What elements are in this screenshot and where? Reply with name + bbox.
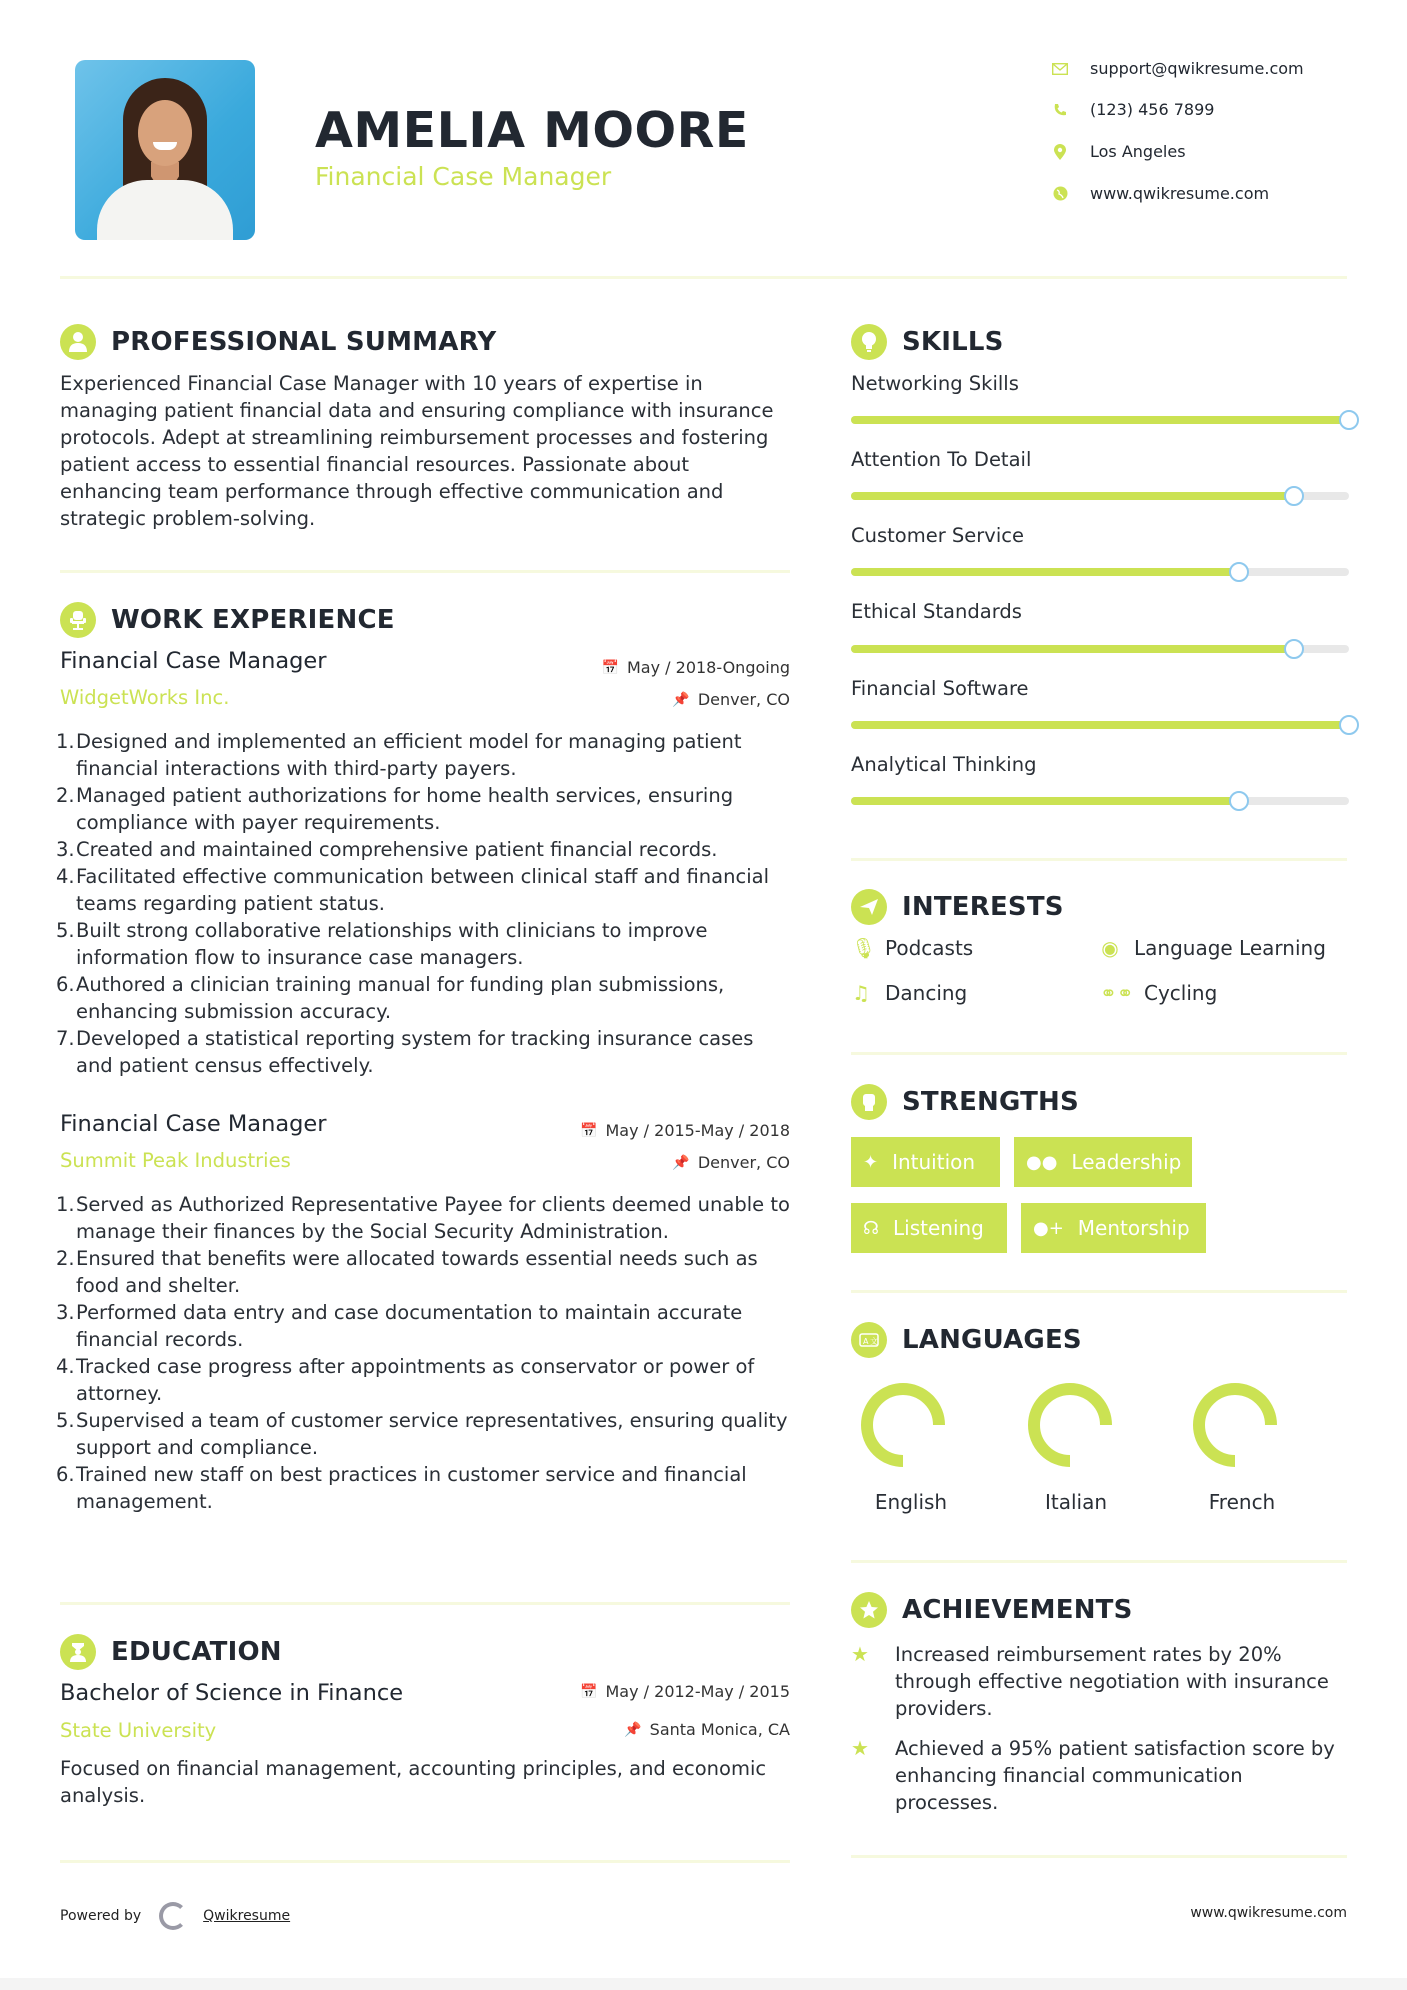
contact-location-text: Los Angeles <box>1090 142 1186 161</box>
calendar-icon: 📅 <box>601 659 619 676</box>
experience-divider <box>60 1602 790 1605</box>
list-item: 3. Created and maintained comprehensive patient financial records. <box>56 838 718 861</box>
strength-tag: ●● Leadership <box>1014 1137 1192 1187</box>
skill-bar <box>851 416 1349 424</box>
interest-item: 🎙 Podcasts <box>851 936 974 960</box>
summary-title: PROFESSIONAL SUMMARY <box>111 327 497 357</box>
job-title: Financial Case Manager <box>60 648 327 674</box>
education-location: 📌 Santa Monica, CA <box>624 1720 790 1739</box>
job-dates: 📅 May / 2015-May / 2018 <box>580 1121 790 1140</box>
job-bullets <box>56 728 795 1079</box>
job-company: WidgetWorks Inc. <box>60 686 230 709</box>
languages-title: LANGUAGES <box>902 1325 1082 1355</box>
interest-item: ♫ Dancing <box>852 981 968 1005</box>
list-item: 2. Managed patient authorizations for home health services, ensuring compliance with payer requirements. <box>56 784 734 834</box>
bicycle-icon: ⚭⚭ <box>1100 981 1134 1005</box>
school-name: State University <box>60 1719 217 1742</box>
job-company: Summit Peak Industries <box>60 1149 291 1172</box>
qwikresume-link[interactable]: Qwikresume <box>203 1908 291 1924</box>
office-chair-icon <box>60 602 96 638</box>
language-ring-english <box>858 1380 948 1470</box>
list-item: 2. Ensured that benefits were allocated towards essential needs such as food and shelter. <box>56 1247 758 1297</box>
language-label: English <box>874 1490 948 1514</box>
achievement-item: ★ Achieved a 95% patient satisfaction score by enhancing financial communication processes. <box>851 1736 1335 1814</box>
job-dates: 📅 May / 2018-Ongoing <box>601 658 790 677</box>
skill-bar <box>851 721 1349 729</box>
globe-icon <box>1052 186 1068 202</box>
education-title: EDUCATION <box>111 1637 282 1667</box>
pushpin-icon: 📌 <box>624 1721 642 1738</box>
skill-bar <box>851 492 1349 500</box>
list-item: 6. Authored a clinician training manual for funding plan submissions, enhancing submission accuracy. <box>56 973 725 1023</box>
svg-text:文: 文 <box>870 1337 878 1346</box>
users-icon: ●● <box>1026 1151 1058 1173</box>
degree-title: Bachelor of Science in Finance <box>60 1680 404 1706</box>
calendar-icon: 📅 <box>580 1683 598 1700</box>
music-note-icon: ♫ <box>852 981 870 1005</box>
languages-divider <box>851 1560 1347 1563</box>
skill-label: Networking Skills <box>851 372 1019 395</box>
job-location: 📌 Denver, CO <box>672 1153 790 1172</box>
pushpin-icon: 📌 <box>672 691 690 708</box>
list-item: 1. Served as Authorized Representative Payee for clients deemed unable to manage their finances by the Social Security Administration. <box>56 1193 790 1243</box>
skill-label: Customer Service <box>851 524 1024 547</box>
qwikresume-logo-icon <box>159 1902 187 1930</box>
achievements-heading <box>851 1592 1133 1628</box>
language-ring-french <box>1190 1380 1280 1470</box>
achievements-divider <box>851 1855 1347 1858</box>
skill-label: Analytical Thinking <box>851 753 1037 776</box>
footer-powered-by <box>60 1902 290 1930</box>
achievements-title: ACHIEVEMENTS <box>902 1595 1133 1625</box>
powered-by-label: Powered by <box>60 1908 142 1924</box>
language-ring-italian <box>1025 1380 1115 1470</box>
contact-website-text: www.qwikresume.com <box>1090 184 1270 203</box>
list-item: 6. Trained new staff on best practices in customer service and financial management. <box>56 1463 747 1513</box>
skill-bar <box>851 645 1349 653</box>
job-bullets <box>56 1191 795 1515</box>
lightbulb-icon <box>851 324 887 360</box>
contact-email-text: support@qwikresume.com <box>1090 59 1304 78</box>
shooting-star-icon: ★ <box>851 1736 869 1760</box>
graduate-icon <box>60 1634 96 1670</box>
education-divider <box>60 1860 790 1863</box>
candidate-role: Financial Case Manager <box>315 162 612 191</box>
skills-heading <box>851 324 1004 360</box>
map-marker-icon <box>1052 144 1068 160</box>
skills-title: SKILLS <box>902 327 1004 357</box>
education-description: Focused on financial management, accounting principles, and economic analysis. <box>60 1757 767 1807</box>
job-title: Financial Case Manager <box>60 1111 327 1137</box>
skill-bar <box>851 797 1349 805</box>
list-item: 5. Built strong collaborative relationships with clinicians to improve information flow to insurance case managers. <box>56 919 708 969</box>
contact-phone-text: (123) 456 7899 <box>1090 100 1215 119</box>
summary-text: Experienced Financial Case Manager with 10 years of expertise in managing patient financial data and ensuring compliance with insurance protocols. Adept at streamlining reimbursement processes and fostering patient access to essential financial resources. Passionate about enhancing team performance through effective communication and strategic problem-solving. <box>60 372 774 530</box>
experience-heading <box>60 602 395 638</box>
interests-divider <box>851 1052 1347 1055</box>
skill-label: Attention To Detail <box>851 448 1032 471</box>
list-item: 7. Developed a statistical reporting system for tracking insurance cases and patient census effectively. <box>56 1027 754 1077</box>
user-plus-icon: ●+ <box>1033 1217 1064 1239</box>
magic-wand-icon: ✦ <box>863 1151 879 1173</box>
achievement-item: ★ Increased reimbursement rates by 20% through effective negotiation with insurance providers. <box>851 1642 1329 1720</box>
summary-divider <box>60 570 790 573</box>
page-bottom-strip <box>0 1978 1407 1990</box>
contact-website[interactable] <box>1052 184 1269 203</box>
phone-icon <box>1052 102 1068 118</box>
job-location: 📌 Denver, CO <box>672 690 790 709</box>
list-item: 4. Tracked case progress after appointments as conservator or power of attorney. <box>56 1355 755 1405</box>
paper-plane-icon <box>851 889 887 925</box>
strength-tag: ☊ Listening <box>851 1203 1007 1253</box>
language-label: French <box>1208 1490 1276 1514</box>
strength-tag: ✦ Intuition <box>851 1137 1000 1187</box>
languages-heading <box>851 1322 1082 1358</box>
interest-item: ⚭⚭ Cycling <box>1100 981 1218 1005</box>
globe-icon: ◉ <box>1101 936 1119 960</box>
education-dates: 📅 May / 2012-May / 2015 <box>580 1682 790 1701</box>
interests-title: INTERESTS <box>902 892 1064 922</box>
contact-email[interactable] <box>1052 59 1304 78</box>
list-item: 5. Supervised a team of customer service representatives, ensuring quality support and compliance. <box>56 1409 788 1459</box>
footer-website[interactable]: www.qwikresume.com <box>1190 1905 1347 1921</box>
list-item: 4. Facilitated effective communication between clinical staff and financial teams regarding patient status. <box>56 865 769 915</box>
star-icon <box>851 1592 887 1628</box>
profile-photo <box>75 60 255 240</box>
skill-label: Ethical Standards <box>851 600 1022 623</box>
interest-item: ◉ Language Learning <box>1101 936 1326 960</box>
contact-location <box>1052 142 1186 161</box>
skill-label: Financial Software <box>851 677 1029 700</box>
candidate-name: AMELIA MOORE <box>315 102 749 159</box>
skill-bar <box>851 568 1349 576</box>
experience-title: WORK EXPERIENCE <box>111 605 395 635</box>
strengths-heading <box>851 1084 1079 1120</box>
summary-heading <box>60 324 496 360</box>
strength-tag: ●+ Mentorship <box>1021 1203 1206 1253</box>
microphone-icon: 🎙 <box>851 936 877 960</box>
headphones-icon: ☊ <box>863 1217 879 1239</box>
interests-heading <box>851 889 1064 925</box>
translate-icon <box>851 1322 887 1358</box>
strengths-title: STRENGTHS <box>902 1087 1079 1117</box>
calendar-icon: 📅 <box>580 1122 598 1139</box>
language-label: Italian <box>1044 1490 1108 1514</box>
fist-icon <box>851 1084 887 1120</box>
header-divider <box>60 276 1347 279</box>
skills-divider <box>851 858 1347 861</box>
education-heading <box>60 1634 282 1670</box>
svg-text:A: A <box>863 1337 869 1346</box>
contact-phone[interactable] <box>1052 100 1214 119</box>
pushpin-icon: 📌 <box>672 1154 690 1171</box>
user-icon <box>60 324 96 360</box>
list-item: 1. Designed and implemented an efficient model for managing patient financial interactions with third-party payers. <box>56 730 742 780</box>
list-item: 3. Performed data entry and case documentation to maintain accurate financial records. <box>56 1301 743 1351</box>
strengths-divider <box>851 1290 1347 1293</box>
shooting-star-icon: ★ <box>851 1642 869 1666</box>
envelope-icon <box>1052 61 1068 77</box>
